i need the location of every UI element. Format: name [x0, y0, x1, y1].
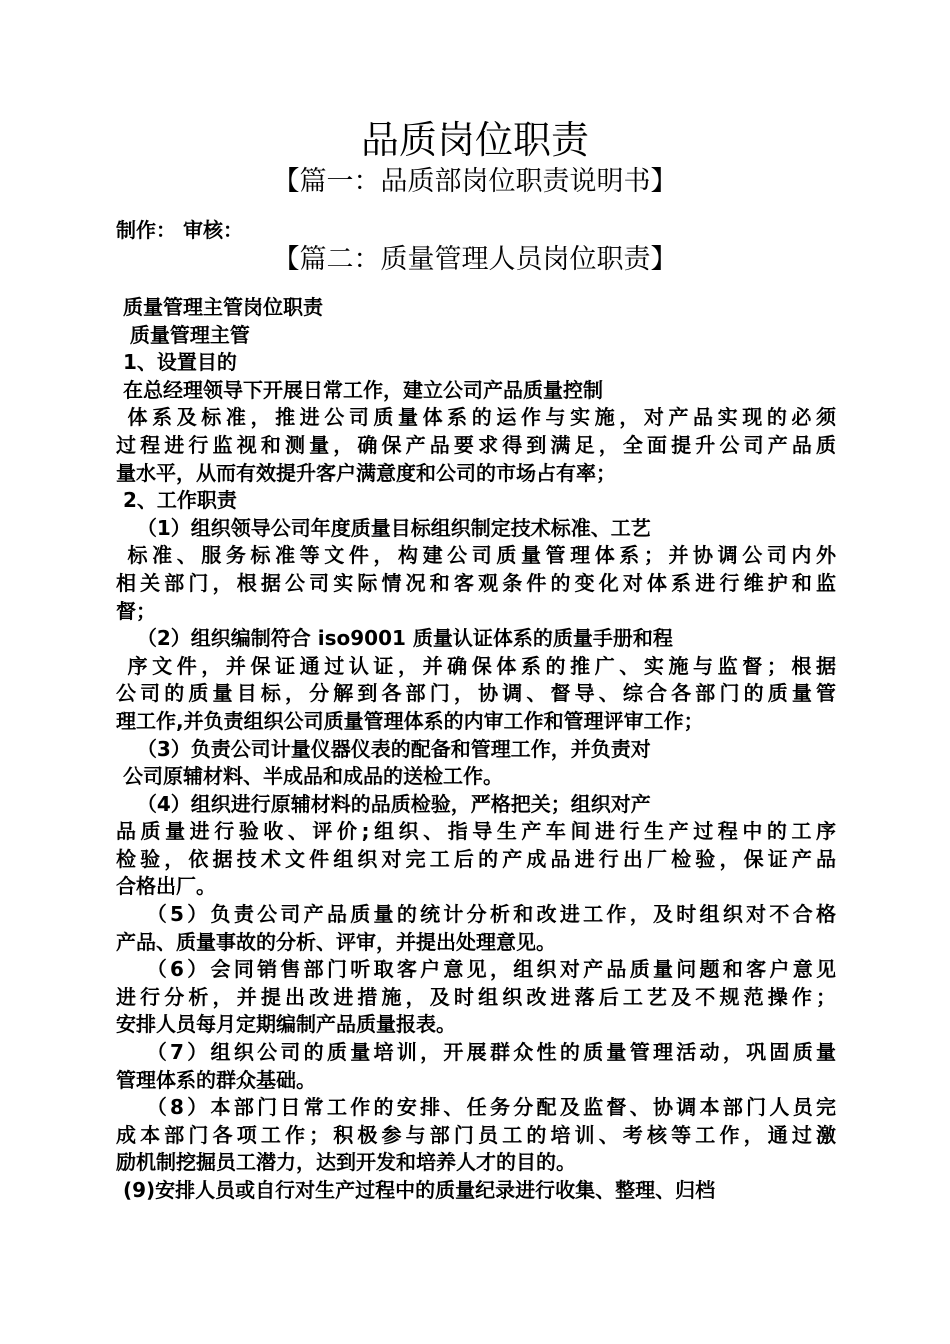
- body-line: 2、工作职责: [116, 488, 237, 513]
- body-line: 督；: [116, 598, 156, 623]
- body-line: 检验，依据技术文件组织对完工后的产成品进行出厂检验，保证产品: [116, 846, 836, 871]
- body-line: 1、设置目的: [116, 350, 237, 375]
- body-line: 量水平，从而有效提升客户满意度和公司的市场占有率；: [116, 460, 616, 485]
- body-line: 质量管理主管: [116, 322, 250, 347]
- body-line: （7）组织公司的质量培训，开展群众性的质量管理活动，巩固质量: [116, 1040, 836, 1065]
- body-line: 理工作,并负责组织公司质量管理体系的内审工作和管理评审工作；: [116, 708, 704, 733]
- body-line: 合格出厂。: [116, 874, 216, 899]
- body-line: （6）会同销售部门听取客户意见，组织对产品质量问题和客户意见: [116, 957, 836, 982]
- body-line: 在总经理领导下开展日常工作，建立公司产品质量控制: [116, 377, 603, 402]
- body-line: 公司原辅材料、半成品和成品的送检工作。: [116, 764, 503, 789]
- body-line: （3）负责公司计量仪器仪表的配备和管理工作，并负责对: [116, 736, 651, 761]
- body-line: 励机制挖掘员工潜力，达到开发和培养人才的目的。: [116, 1150, 576, 1175]
- body-line: 序文件，并保证通过认证，并确保体系的推广、实施与监督；根据: [116, 653, 836, 678]
- body-line: （4）组织进行原辅材料的品质检验，严格把关；组织对产: [116, 791, 651, 816]
- body-line: 公司的质量目标，分解到各部门，协调、督导、综合各部门的质量管: [116, 681, 836, 706]
- body-line: 管理体系的群众基础。: [116, 1067, 316, 1092]
- body-line: 过程进行监视和测量，确保产品要求得到满足，全面提升公司产品质: [116, 432, 836, 457]
- body-line: 进行分析，并提出改进措施，及时组织改进落后工艺及不规范操作；: [116, 984, 836, 1009]
- body-line: 质量管理主管岗位职责: [116, 295, 323, 319]
- section-heading-2: 【篇二：质量管理人员岗位职责】: [272, 244, 678, 275]
- document-body: [116, 294, 836, 1205]
- body-line: 相关部门，根据公司实际情况和客观条件的变化对体系进行维护和监: [116, 570, 836, 595]
- body-line: （2）组织编制符合 iso9001 质量认证体系的质量手册和程: [116, 626, 673, 651]
- body-line: 体系及标准，推进公司质量体系的运作与实施，对产品实现的必须: [116, 405, 836, 430]
- body-line: （8）本部门日常工作的安排、任务分配及监督、协调本部门人员完: [116, 1095, 836, 1120]
- body-line: （5）负责公司产品质量的统计分析和改进工作，及时组织对不合格: [116, 902, 836, 927]
- byline: 制作： 审核：: [116, 218, 243, 242]
- body-line: 产品、质量事故的分析、评审，并提出处理意见。: [116, 929, 556, 954]
- section-heading-1: 【篇一：品质部岗位职责说明书】: [272, 166, 678, 197]
- body-line: 安排人员每月定期编制产品质量报表。: [116, 1012, 456, 1037]
- document-title: 品质岗位职责: [360, 118, 589, 162]
- body-line: 品质量进行验收、评价;组织、指导生产车间进行生产过程中的工序: [116, 819, 836, 844]
- body-line: 标准、服务标准等文件，构建公司质量管理体系；并协调公司内外: [116, 543, 836, 568]
- body-line: 成本部门各项工作；积极参与部门员工的培训、考核等工作，通过激: [116, 1122, 836, 1147]
- body-line: （1）组织领导公司年度质量目标组织制定技术标准、工艺: [116, 515, 651, 540]
- body-line: (9)安排人员或自行对生产过程中的质量纪录进行收集、整理、归档: [116, 1178, 716, 1202]
